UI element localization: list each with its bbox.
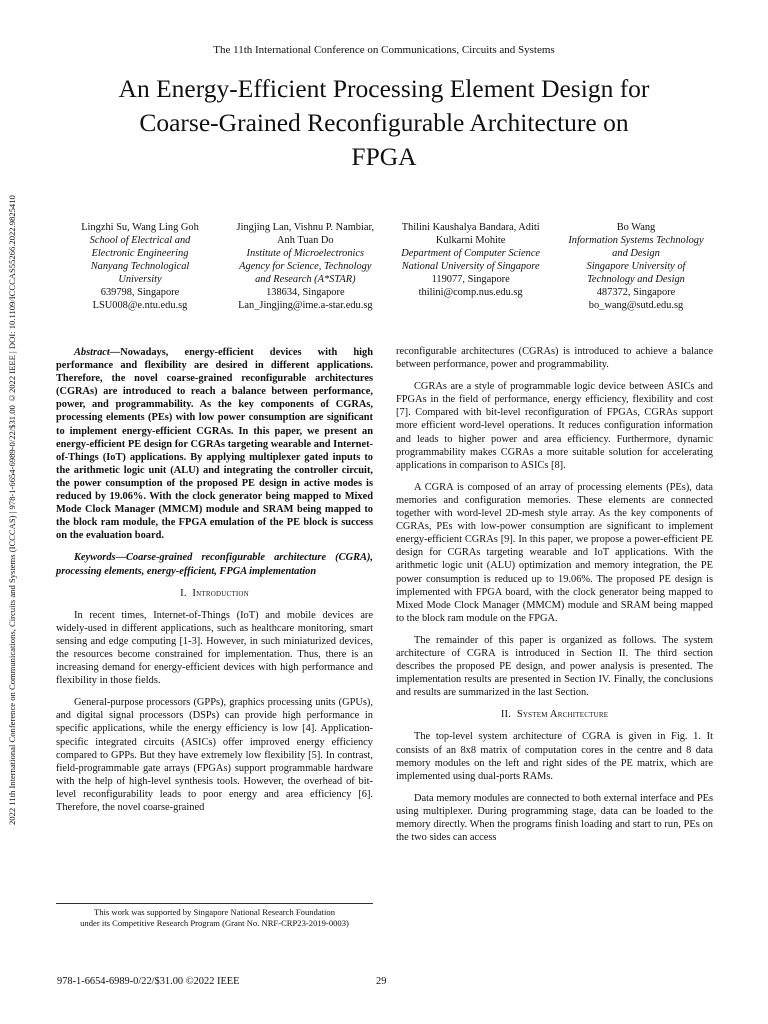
section-heading-system-architecture [396,708,713,721]
paragraph: General-purpose processors (GPPs), graphics processing units (GPUs), and digital signal processors (DSPs) can provide high performance in specific applications, while the energy efficiency is low [4]. Application-specific integrated circuits (ASICs) offer improved energy efficiency compared to GPPs. But they have extremely low flexibility [5]. In contrast, field-programmable gate arrays (FPGAs) support programmable hardware with the help of high-level synthesis tools. However, the overhead of bit-level reconfigurability leads to poor energy and area efficiency [6]. Therefore, the novel coarse-grained [56,697,373,813]
abstract-text: Nowadays, energy-efficient devices with high performance and flexibility are desired in different applications. Therefore, the novel coarse-grained reconfigurable architectures (CGRAs) are introduced to reach a balance between performance, power, and programmability. As the key components of CGRAs, processing elements (PEs) with low power consumption are significant to implement energy-efficient CGRAs. In this paper, we present an energy-efficient PE design for CGRAs targeting wearable and Internet-of-Things (IoT) applications. By applying multiplexer gated inputs to the arithmetic logic unit (ALU) and integrating the controller circuit, the power consumption of the proposed PE design in active modes is reduced by 19.06%. With the clock generator being mapped to Mixed Mode Clock Manager (MMCM) module and SRAM being mapped to the block ram module, the FPGA emulation of the PE block is success on the evaluation board. [56,347,373,542]
author-block [60,221,716,312]
author-names: Lingzhi Su, Wang Ling Goh [81,222,199,233]
author-names: Jingjing Lan, Vishnu P. Nambiar, [236,222,375,233]
section-number: II. [500,709,512,721]
section-heading-introduction [56,587,373,600]
section-number: I. [180,587,187,599]
author-postal: 138634, Singapore [266,287,345,298]
paragraph-continued: reconfigurable architectures (CGRAs) is introduced to achieve a balance between performance, power and programmability. [396,346,713,371]
author-affiliation: Institute of Microelectronics [246,248,365,259]
author-postal: 487372, Singapore [596,287,676,298]
right-column [396,345,713,853]
author-names: Thilini Kaushalya Bandara, Aditi [401,222,540,233]
author-postal: 639798, Singapore [100,287,180,298]
author-affiliation: National University of Singapore [401,261,540,272]
page-number: 29 [376,976,387,987]
author-email: LSU008@e.ntu.edu.sg [92,300,188,311]
author-names: Kulkarni Mohite [435,235,506,246]
funding-footnote [56,907,373,929]
author-affiliation: Nanyang Technological [90,261,190,272]
section-title: System Architecture [516,709,609,721]
title-line: An Energy-Efficient Processing Element Design for [118,74,650,103]
left-column [56,346,373,823]
author-affiliation: Information Systems Technology [568,235,704,246]
footnote-rule [56,903,373,904]
author-3 [391,221,551,312]
author-email: Lan_Jingjing@ime.a-star.edu.sg [238,300,373,311]
paragraph: The remainder of this paper is organized as follows. The system architecture of CGRA is introduced in Section II. The third section describes the proposed PE design, and power analysis is presented. The implementation results are presented in Section IV. Finally, the conclusions and results are summarized in the last Section. [396,634,713,699]
footnote-line: This work was supported by Singapore National Research Foundation [93,907,336,917]
conference-header: The 11th International Conference on Communications, Circuits and Systems [213,44,555,56]
author-affiliation: and Research (A*STAR) [255,274,356,285]
author-affiliation: Singapore University of [586,261,686,272]
paragraph: A CGRA is composed of an array of processing elements (PEs), data memories and configuration memories. These elements are connected together with word-level 2D-mesh style array. As the key components of CGRAs, PEs with low-power consumption are significant to implement energy-efficient CGRAs [9]. In this paper, we propose a power-efficient PE design for CGRAs targeting wearable and IoT applications. With the arithmetic logic unit (ALU) optimization and memory integration, the PE power consumption is reduced up to 19.06%. The proposed PE design is implemented with FPGA board, with the clock generator being mapped to Mixed Mode Clock Manager (MMCM) module and SRAM being mapped to the block ram module on the FPGA. [396,481,713,624]
author-affiliation: Agency for Science, Technology [239,261,372,272]
author-affiliation: Technology and Design [587,274,685,285]
author-affiliation: and Design [612,248,660,259]
author-2 [225,221,385,312]
section-title: Introduction [192,587,249,599]
author-affiliation: University [118,274,162,285]
paragraph: Data memory modules are connected to both external interface and PEs using multiplexer. During programming stage, data can be loaded to the memory directly. When the programs finish loading and start to run, PEs on the two sides can access [396,792,713,844]
paragraph: CGRAs are a style of programmable logic device between ASICs and FPGAs in the field of performance, energy efficiency, flexibility and cost [7]. Compared with bit-level reconfiguration of FPGAs, CGRAs support more efficient word-level operations. It reduces configuration information and leads to higher power and area efficiency. Furthermore, dynamic programmability makes CGRAs a more suitable solution for accelerating applications in comparison to ASICs [8]. [396,381,713,471]
paragraph: In recent times, Internet-of-Things (IoT) and mobile devices are widely-used in different applications, such as healthcare monitoring, smart sensing and edge computing [1-3]. However, in such miniaturized devices, the resources become constrained for implementation. Thus, there is an increasing demand for energy-efficient devices with high performance and flexibility in those fields. [56,609,373,687]
author-affiliation: Department of Computer Science [401,248,541,259]
copyright-footer: 978-1-6654-6989-0/22/$31.00 ©2022 IEEE [57,976,240,987]
author-postal: 119077, Singapore [431,274,510,285]
paragraph: The top-level system architecture of CGRA is given in Fig. 1. It consists of an 8x8 matrix of computation cores in the centre and 8 data memory modules on the left and right sides of the PE matrix, which are implemented using dual-ports RAMs. [396,731,713,782]
author-email: bo_wang@sutd.edu.sg [588,300,684,311]
author-affiliation: Electronic Engineering [91,248,189,259]
author-4 [556,221,716,312]
author-email: thilini@comp.nus.edu.sg [418,287,523,298]
side-doi-text: 2022 11th International Conference on Communications, Circuits and Systems (ICCCAS) | 978-1-6654-6989-0/22/$31.00 ©2022 IEEE | DOI: 10.1109/ICCCAS55266.2022.9825410 [7,195,17,825]
author-affiliation: School of Electrical and [89,235,191,246]
keywords: Keywords—Coarse-grained reconfigurable architecture (CGRA), processing elements, energy-efficient, FPGA implementation [56,552,373,577]
author-1 [60,221,220,312]
title-line: FPGA [351,142,417,171]
title-line: Coarse-Grained Reconfigurable Architecture on [139,108,629,137]
footnote-line: under its Competitive Research Program (Grant No. NRF-CRP23-2019-0003) [80,918,349,928]
abstract [56,346,373,542]
author-names: Anh Tuan Do [277,235,334,246]
author-names: Bo Wang [616,222,656,233]
paper-title [40,72,728,174]
abstract-lead: Abstract— [74,347,121,358]
